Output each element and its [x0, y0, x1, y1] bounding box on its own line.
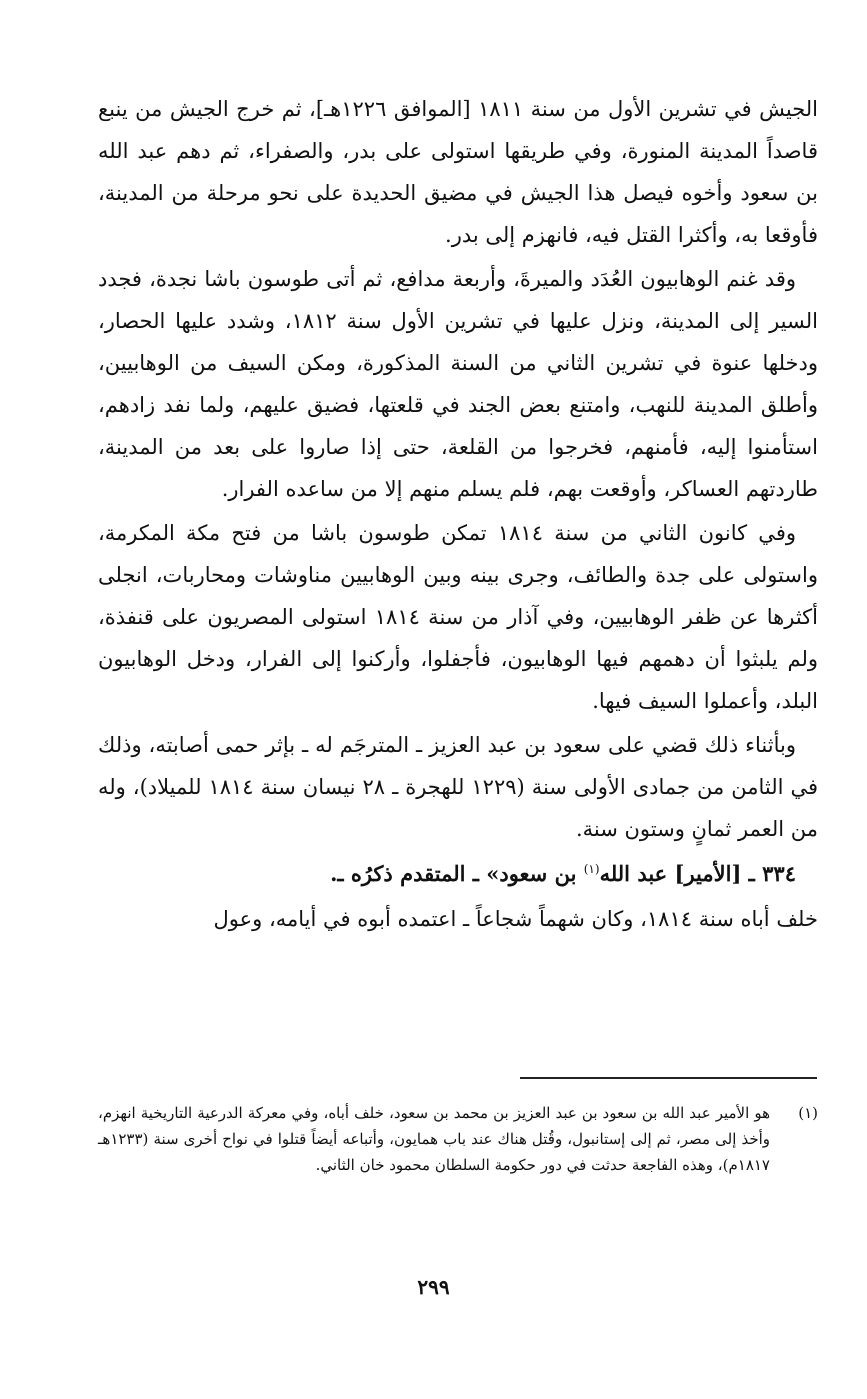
entry-heading [98, 852, 818, 896]
page-number: ٢٩٩ [417, 1275, 450, 1299]
footnote-text: هو الأمير عبد الله بن سعود بن عبد العزيز بن محمد بن سعود، خلف أباه، وفي معركة الدرعية التاريخية انهزم، وأخذ إلى مصر، ثم إلى إستانبول، وقُتل هناك عند باب همايون، وأتباعه أيضاً قتلوا في نواح أخرى سنة (١٢٣٣هـ ١٨١٧م)، وهذه الفاجعة حدثت في دور حكومة السلطان محمود خان الثاني. [98, 1104, 770, 1174]
entry-heading-rest: بن سعود» ـ المتقدم ذكرُه ـ. [330, 861, 584, 886]
footnote-number: (١) [798, 1104, 818, 1122]
paragraph-1: الجيش في تشرين الأول من سنة ١٨١١ [الموافق ١٢٢٦هـ]، ثم خرج الجيش من ينبع قاصداً المدينة المنورة، وفي طريقها استولى على بدر، والصفراء، ثم دهم عبد الله بن سعود وأخوه فيصل هذا الجيش في مضيق الحديدة على نحو مرحلة من المدينة، فأوقعا به، وأكثرا القتل فيه، فانهزم إلى بدر. [98, 97, 819, 247]
paragraph-3: وفي كانون الثاني من سنة ١٨١٤ تمكن طوسون باشا من فتح مكة المكرمة، واستولى على جدة والطائف، وجرى بينه وبين الوهابيين مناوشات ومحاربات، انجلى أكثرها عن ظفر الوهابيين، وفي آذار من سنة ١٨١٤ استولى المصريون على قنفذة، ولم يلبثوا أن دهمهم فيها الوهابيون، فأجفلوا، وأركنوا إلى الفرار، ودخل الوهابيون البلد، وأعملوا السيف فيها. [98, 521, 818, 713]
main-text [98, 88, 818, 942]
entry-heading-title: ٣٣٤ ـ [الأمير] عبد الله [599, 861, 796, 886]
paragraph-2: وقد غنم الوهابيون العُدَد والميرةَ، وأربعة مدافع، ثم أتى طوسون باشا نجدة، فجدد السير إلى المدينة، ونزل عليها في تشرين الأول سنة ١٨١٢، وشدد عليها الحصار، ودخلها عنوة في تشرين الثاني من السنة المذكورة، ومكن السيف من الوهابيين، وأطلق المدينة للنهب، وامتنع بعض الجند في قلعتها، فضيق عليهم، ولما نفد زادهم، استأمنوا إليه، فأمنهم، فخرجوا من القلعة، حتى إذا صاروا على بعد من المدينة، طاردتهم العساكر، وأوقعت بهم، فلم يسلم منهم إلا من ساعده الفرار. [98, 267, 818, 501]
paragraph-4: وبأثناء ذلك قضي على سعود بن عبد العزيز ـ المترجَم له ـ بإثر حمى أصابته، وذلك في الثامن من جمادى الأولى سنة (١٢٢٩ للهجرة ـ ٢٨ نيسان سنة ١٨١٤ للميلاد)، وله من العمر ثمانٍ وستون سنة. [98, 733, 819, 841]
footnote-divider [520, 1077, 817, 1079]
footnote-item [98, 1100, 818, 1178]
footnotes [98, 1100, 818, 1178]
closing-line: خلف أباه سنة ١٨١٤، وكان شهماً شجاعاً ـ اعتمده أبوه في أيامه، وعول [213, 907, 818, 931]
footnote-marker[interactable]: (١) [583, 862, 600, 876]
